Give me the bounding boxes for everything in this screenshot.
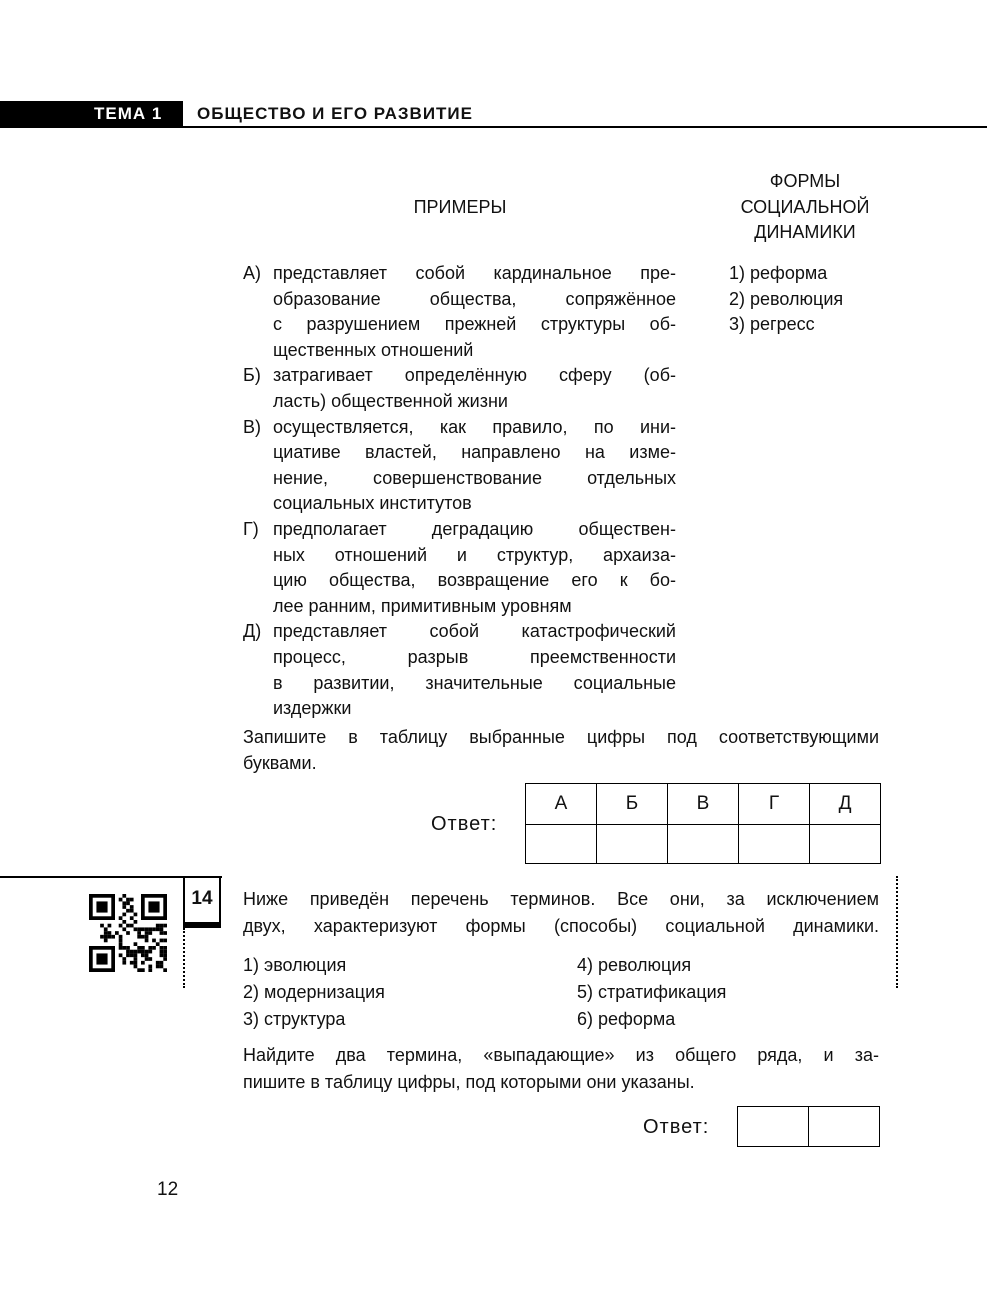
answer-cell[interactable] xyxy=(668,825,739,864)
example-line: издержки xyxy=(273,698,352,719)
answer-table xyxy=(737,1106,880,1147)
answer-letter: Б xyxy=(597,784,668,825)
forms-heading-line: СОЦИАЛЬНОЙ xyxy=(740,196,870,217)
answer-cell[interactable] xyxy=(810,825,881,864)
page-number: 12 xyxy=(157,1179,179,1200)
forms-heading xyxy=(720,169,890,246)
answer-letter: Г xyxy=(739,784,810,825)
example-line: представляет собой кардинальное пре- xyxy=(273,263,676,283)
example-label: Д) xyxy=(243,621,262,642)
term-item: 2) модернизация xyxy=(243,982,385,1002)
example-line: процесс, разрыв преемственности xyxy=(273,647,676,667)
example-line: предполагает деградацию обществен- xyxy=(273,519,676,539)
answer-cell[interactable] xyxy=(738,1107,809,1147)
example-label: Б) xyxy=(243,365,261,386)
topic-title: ОБЩЕСТВО И ЕГО РАЗВИТИЕ xyxy=(197,104,473,123)
qr-code-icon xyxy=(89,894,167,972)
example-line: осуществляется, как правило, по ини- xyxy=(273,416,676,437)
term-item: 4) революция xyxy=(577,955,692,975)
instruction-line: Найдите два термина, «выпадающие» из общего ряда, и за- xyxy=(243,1045,879,1065)
example-line: нение, совершенствование отдельных xyxy=(273,467,676,488)
forms-heading-line: ДИНАМИКИ xyxy=(754,222,856,242)
forms-heading-line: ФОРМЫ xyxy=(769,171,841,191)
dotted-guide xyxy=(896,876,898,988)
task13-instruction xyxy=(243,724,879,776)
intro-line: двух, характеризуют формы (способы) социальной динамики. xyxy=(243,916,879,936)
example-line: цию общества, возвращение его к бо- xyxy=(273,570,676,591)
intro-line: Ниже приведён перечень терминов. Все они, за исключением xyxy=(243,889,879,909)
example-label: В) xyxy=(243,416,261,437)
form-item: 2) революция xyxy=(729,288,844,309)
task14-instruction xyxy=(243,1042,879,1096)
example-line: с разрушением прежней структуры об- xyxy=(273,314,676,335)
form-item: 3) регресс xyxy=(729,314,815,335)
task-number-bar xyxy=(183,922,221,928)
term-item: 1) эволюция xyxy=(243,955,347,975)
header-rule xyxy=(183,126,987,128)
answer-label: Ответ: xyxy=(643,1116,710,1138)
dotted-guide xyxy=(183,928,185,988)
example-line: социальных институтов xyxy=(273,493,472,514)
example-line: циативе властей, направлено на изме- xyxy=(273,442,676,463)
task-number-box xyxy=(183,876,221,928)
instruction-line: буквами. xyxy=(243,753,317,773)
answer-label: Ответ: xyxy=(431,813,498,835)
example-line: ных отношений и структур, архаиза- xyxy=(273,544,676,565)
topic-label: ТЕМА 1 xyxy=(94,104,163,123)
answer-letter: А xyxy=(526,784,597,825)
task-number: 14 xyxy=(191,888,213,909)
example-line: щественных отношений xyxy=(273,339,474,360)
terms-col-left xyxy=(243,952,385,1033)
answer-letter: В xyxy=(668,784,739,825)
term-item: 5) стратификация xyxy=(577,982,727,1002)
task14-intro xyxy=(243,886,879,940)
example-line: образование общества, сопряжённое xyxy=(273,288,676,309)
example-line: в развитии, значительные социальные xyxy=(273,672,676,693)
answer-cell[interactable] xyxy=(526,825,597,864)
example-label: Г) xyxy=(243,519,259,539)
term-item: 3) структура xyxy=(243,1009,346,1029)
instruction-line: Запишите в таблицу выбранные цифры под соответствующими xyxy=(243,727,879,747)
answer-cell[interactable] xyxy=(597,825,668,864)
form-item: 1) реформа xyxy=(729,263,828,283)
example-line: лее ранним, примитивным уровням xyxy=(273,595,572,616)
term-item: 6) реформа xyxy=(577,1009,676,1029)
answer-table xyxy=(525,783,881,864)
example-line: затрагивает определённую сферу (об- xyxy=(273,365,676,386)
example-line: ласть) общественной жизни xyxy=(273,391,508,411)
forms-list xyxy=(729,261,843,338)
examples-heading: ПРИМЕРЫ xyxy=(413,197,507,217)
answer-letter: Д xyxy=(810,784,881,825)
example-line: представляет собой катастрофический xyxy=(273,621,676,642)
answer-cell[interactable] xyxy=(809,1107,880,1147)
terms-col-right xyxy=(577,952,726,1033)
example-label: А) xyxy=(243,263,261,283)
instruction-line: пишите в таблицу цифры, под которыми они указаны. xyxy=(243,1072,695,1092)
answer-cell[interactable] xyxy=(739,825,810,864)
